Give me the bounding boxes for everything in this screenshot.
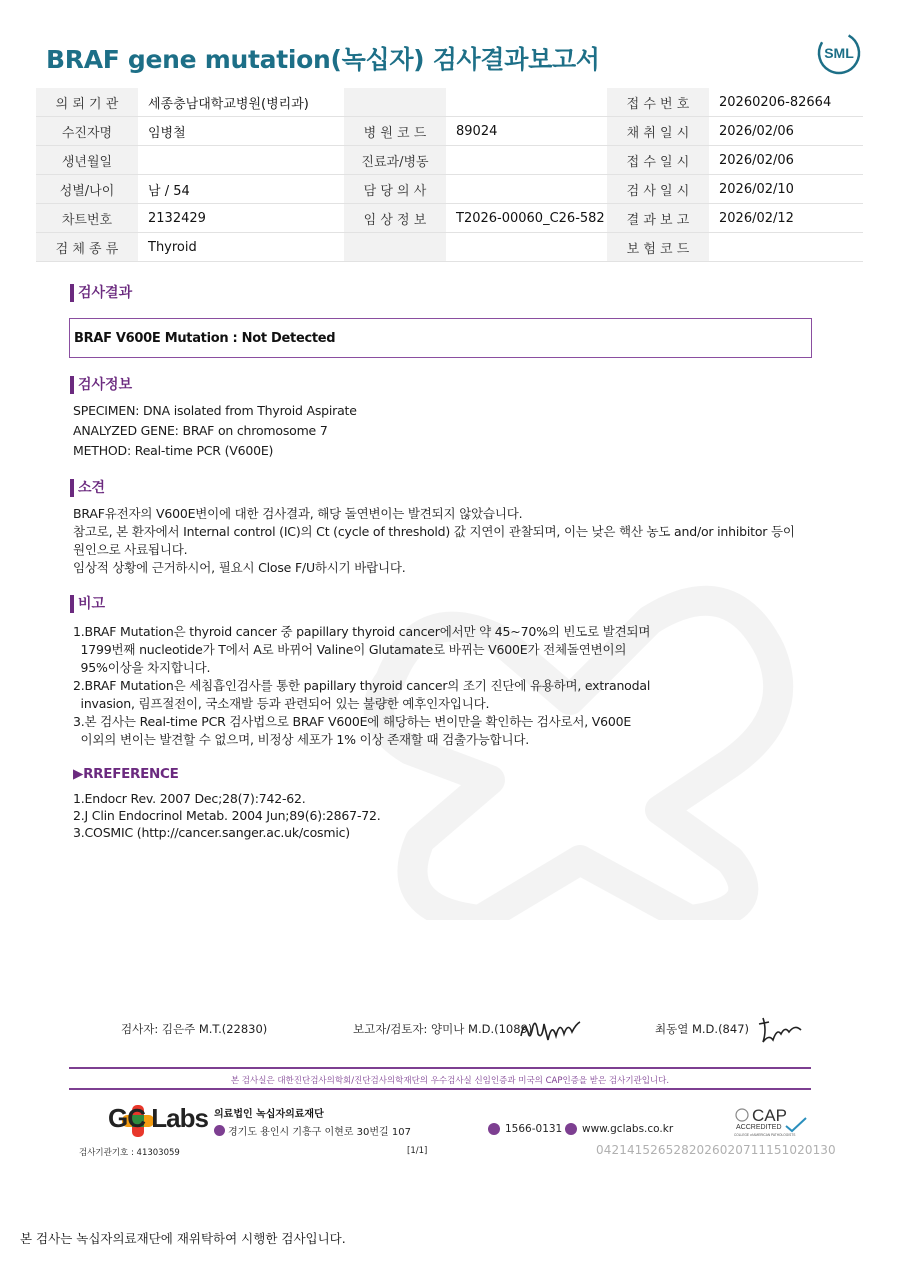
reporter-signature-label: 보고자/검토자: 양미나 M.D.(1089) xyxy=(353,1022,533,1036)
phone-text: 1566-0131 xyxy=(505,1123,563,1135)
info-row xyxy=(36,117,863,146)
info-label: 차트번호 xyxy=(36,204,138,233)
svg-text:COLLEGE of AMERICAN PATHOLOGIS: COLLEGE of AMERICAN PATHOLOGISTS xyxy=(734,1133,796,1137)
info-value xyxy=(446,175,607,204)
remarks-line: 2.BRAF Mutation은 세침흡인검사를 통한 papillary thyroid cancer의 조기 진단에 유용하며, extranodal xyxy=(73,678,651,693)
info-value: 20260206-82664 xyxy=(709,88,863,117)
info-label: 성별/나이 xyxy=(36,175,138,204)
location-pin-icon xyxy=(214,1125,225,1136)
reference-line: 3.COSMIC (http://cancer.sanger.ac.uk/cosmic) xyxy=(73,825,350,840)
info-label: 담 당 의 사 xyxy=(344,175,446,204)
info-label: 접 수 일 시 xyxy=(607,146,709,175)
page-title: BRAF gene mutation(녹십자) 검사결과보고서 xyxy=(46,45,600,74)
info-value xyxy=(446,88,607,117)
certification-note: 본 검사실은 대한진단검사의학회/진단검사의학재단의 우수검사실 신임인증과 미국의 CAP인증을 받은 검사기관입니다. xyxy=(230,1076,670,1086)
footer-divider-bottom xyxy=(69,1088,811,1090)
info-label: 진료과/병동 xyxy=(344,146,446,175)
info-label: 의 뢰 기 관 xyxy=(36,88,138,117)
reference-line: 2.J Clin Endocrinol Metab. 2004 Jun;89(6):2867-72. xyxy=(73,808,381,823)
patient-info-table xyxy=(36,88,863,262)
info-value xyxy=(138,146,344,175)
info-value: 남 / 54 xyxy=(138,175,344,204)
info-label: 보 험 코 드 xyxy=(607,233,709,262)
info-label: 검 사 일 시 xyxy=(607,175,709,204)
opinion-heading: 소견 xyxy=(70,479,105,497)
cap-accredited-logo xyxy=(732,1104,810,1138)
footer-divider-top xyxy=(69,1067,811,1069)
info-value: 2026/02/10 xyxy=(709,175,863,204)
info-label xyxy=(344,88,446,117)
reporter-signature xyxy=(518,1014,582,1044)
info-label: 검 체 종 류 xyxy=(36,233,138,262)
test-info-line: SPECIMEN: DNA isolated from Thyroid Aspirate xyxy=(73,403,357,418)
info-label: 접 수 번 호 xyxy=(607,88,709,117)
reference-heading: ▶RREFERENCE xyxy=(73,766,179,782)
svg-text:SML: SML xyxy=(824,45,854,61)
info-value: 2132429 xyxy=(138,204,344,233)
address-text: 경기도 용인시 기흥구 이현로 30번길 107 xyxy=(228,1127,411,1138)
test-info-line: METHOD: Real-time PCR (V600E) xyxy=(73,443,274,458)
remarks-line: invasion, 림프절전이, 국소재발 등과 관련되어 있는 불량한 예후인자입니다. xyxy=(73,696,490,711)
tester-signature-label: 검사자: 김은주 M.T.(22830) xyxy=(121,1022,268,1036)
info-label: 임 상 정 보 xyxy=(344,204,446,233)
remarks-line: 1.BRAF Mutation은 thyroid cancer 중 papillary thyroid cancer에서만 약 45~70%의 빈도로 발견되며 xyxy=(73,624,651,639)
remarks-line: 이외의 변이는 발견할 수 없으며, 비정상 세포가 1% 이상 존재할 때 검출가능합니다. xyxy=(73,732,530,747)
info-value: 세종충남대학교병원(병리과) xyxy=(138,88,344,117)
address xyxy=(214,1123,411,1138)
info-row xyxy=(36,175,863,204)
reference-line: 1.Endocr Rev. 2007 Dec;28(7):742-62. xyxy=(73,791,306,806)
phone-icon xyxy=(488,1123,500,1135)
test-info-line: ANALYZED GENE: BRAF on chromosome 7 xyxy=(73,423,328,438)
opinion-line: 임상적 상황에 근거하시어, 필요시 Close F/U하시기 바랍니다. xyxy=(73,560,406,575)
info-label: 결 과 보 고 xyxy=(607,204,709,233)
website xyxy=(565,1123,673,1135)
phone xyxy=(488,1123,562,1135)
remarks-line: 1799번째 nucleotide가 T에서 A로 바뀌어 Valine이 Glutamate로 바뀌는 V600E가 전체돌연변이의 xyxy=(73,642,627,657)
info-value: Thyroid xyxy=(138,233,344,262)
info-label: 채 취 일 시 xyxy=(607,117,709,146)
info-value: 2026/02/06 xyxy=(709,146,863,175)
opinion-line: 원인으로 사료됩니다. xyxy=(73,542,188,557)
info-label: 수진자명 xyxy=(36,117,138,146)
info-value: T2026-00060_C26-582 xyxy=(446,204,607,233)
foundation-name: 의료법인 녹십자의료재단 xyxy=(214,1109,324,1120)
info-label: 병 원 코 드 xyxy=(344,117,446,146)
lab-code: 검사기관기호 : 41303059 xyxy=(79,1148,180,1158)
website-text: www.gclabs.co.kr xyxy=(582,1123,674,1135)
page-number: [1/1] xyxy=(407,1146,428,1156)
physician-signature xyxy=(755,1014,805,1046)
result-text: BRAF V600E Mutation : Not Detected xyxy=(74,331,336,346)
remarks-heading: 비고 xyxy=(70,595,105,613)
info-label xyxy=(344,233,446,262)
bottom-note: 본 검사는 녹십자의료재단에 재위탁하여 시행한 검사입니다. xyxy=(20,1231,346,1246)
test-info-heading: 검사정보 xyxy=(70,376,132,394)
info-row xyxy=(36,204,863,233)
opinion-line: 참고로, 본 환자에서 Internal control (IC)의 Ct (cycle of threshold) 값 지연이 관찰되며, 이는 낮은 핵산 농도 and/or inhibitor 등이 xyxy=(73,524,795,539)
info-row xyxy=(36,233,863,262)
sml-logo xyxy=(816,30,862,76)
info-row xyxy=(36,146,863,175)
info-value: 임병철 xyxy=(138,117,344,146)
remarks-line: 95%이상을 차지합니다. xyxy=(73,660,211,675)
physician-signature-label: 최동열 M.D.(847) xyxy=(655,1022,749,1036)
info-value xyxy=(709,233,863,262)
info-row xyxy=(36,88,863,117)
barcode-number: 042141526528202602071115102013​0 xyxy=(596,1143,836,1157)
svg-text:ACCREDITED: ACCREDITED xyxy=(736,1124,782,1131)
remarks-line: 3.본 검사는 Real-time PCR 검사법으로 BRAF V600E에 해당하는 변이만을 확인하는 검사로서, V600E xyxy=(73,714,632,729)
opinion-line: BRAF유전자의 V600E변이에 대한 검사결과, 해당 돌연변이는 발견되지 않았습니다. xyxy=(73,506,523,521)
svg-text:CAP: CAP xyxy=(752,1106,787,1125)
home-icon xyxy=(565,1123,577,1135)
info-label: 생년월일 xyxy=(36,146,138,175)
watermark-cross-icon xyxy=(330,560,850,920)
info-value: 2026/02/12 xyxy=(709,204,863,233)
info-value: 2026/02/06 xyxy=(709,117,863,146)
info-value: 89024 xyxy=(446,117,607,146)
result-heading: 검사결과 xyxy=(70,284,132,302)
info-value xyxy=(446,146,607,175)
info-value xyxy=(446,233,607,262)
result-box xyxy=(69,318,812,358)
gc-labs-logo: GC Labs xyxy=(108,1103,208,1133)
